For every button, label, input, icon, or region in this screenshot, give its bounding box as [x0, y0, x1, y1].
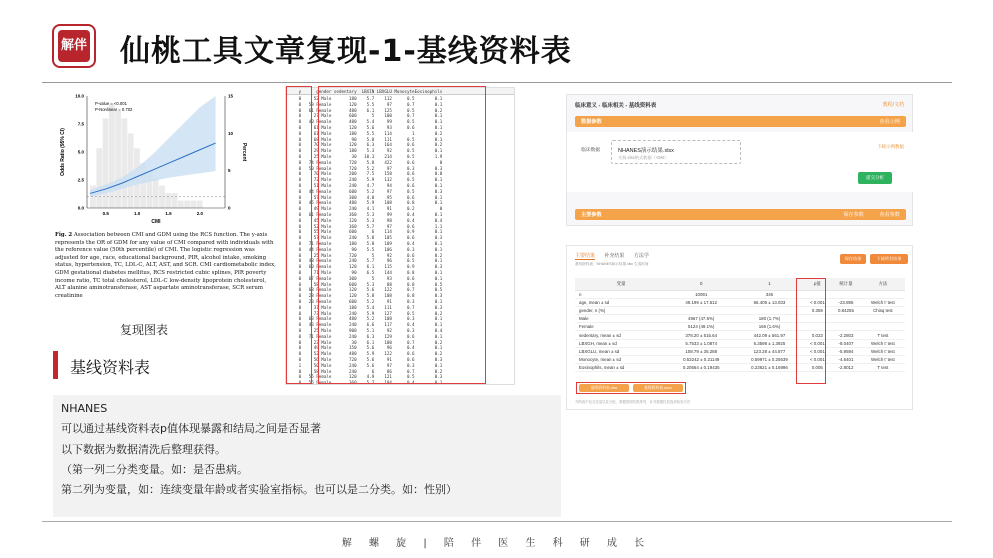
data-sheet-row: 0 48 Female 240 5.7 96 0.5 0.1	[286, 258, 443, 264]
data-sheet-row: 0 25 Male 30 10.3 214 0.5 1.9	[286, 154, 443, 159]
figure-caption	[55, 232, 277, 300]
download-all-button[interactable]: 下载所有结果	[870, 254, 908, 264]
data-sheet-row: 0 51 Male 240 4.7 94 0.6 0.1	[286, 183, 443, 188]
data-sheet-row: 0 61 Male 180 5.5 114 1 0.2	[286, 130, 443, 136]
histogram-bar	[197, 201, 203, 208]
table-cell: 0.20664 ± 0.19435	[667, 364, 735, 372]
table-cell: < 0.001	[804, 339, 832, 347]
table-cell	[861, 290, 905, 298]
y-tick-label: 7.5	[77, 121, 84, 127]
data-sheet-row: 0 45 Female 480 5.9 108 0.8 0.1	[286, 200, 443, 206]
upload-body	[567, 132, 914, 192]
view-example-link[interactable]: 查看示例	[879, 119, 900, 125]
table-cell: sedentary, mean ± sd	[575, 331, 667, 339]
histogram-bar	[115, 111, 121, 208]
upload-panel	[566, 94, 913, 226]
file-name: NHANES演示结果.xlsx	[618, 148, 674, 154]
table-row	[575, 339, 905, 347]
y-tick-label: 5.0	[77, 149, 84, 155]
note-line: 以下数据为数据清洗后整理获得。	[61, 442, 226, 456]
logo-text: 解伴	[58, 30, 90, 62]
data-sheet-row: 0 61 Female 480 6.1 125 0.5 0.2	[286, 107, 443, 113]
table-cell: 6.3598 ± 1.3925	[735, 339, 803, 347]
x-tick-label: 0.5	[102, 211, 109, 216]
table-cell: 108.79 ± 35.288	[667, 347, 735, 355]
note-line: （第一列二分类变量。如：是否患病。	[61, 462, 248, 476]
data-sheet-row: 0 71 Female 240 6.3 129 0.6 0.1	[286, 333, 443, 339]
data-sheet-row: 0 44 Female 90 5.5 106 0.3 0.1	[286, 246, 443, 252]
upload-panel-title: 临床意义 - 临床相关 - 基线资料表	[575, 103, 657, 109]
table-cell: 0.84255	[831, 306, 861, 314]
section-title: 基线资料表	[70, 358, 151, 377]
results-tabs	[575, 252, 657, 259]
table-cell: -23.895	[831, 298, 861, 306]
note-line: NHANES	[61, 402, 108, 415]
data-sheet-row: 0 71 Male 90 6.5 144 0.8 0.1	[286, 270, 443, 275]
table-cell: 346	[735, 290, 803, 298]
data-sheet-row: 0 70 Male 120 6.3 164 0.6 0.2	[286, 142, 443, 148]
data-sheet-row: 0 37 Male 180 5.4 111 0.7 0.3	[286, 304, 443, 310]
data-sheet-row: 0 59 Female 120 5.5 97 0.7 0.1	[286, 101, 443, 107]
data-sheet-row: 0 58 Male 600 5.3 88 0.8 0.5	[286, 281, 443, 287]
help-link[interactable]: 教程/文档	[882, 102, 904, 108]
slide-header	[0, 0, 993, 86]
histogram-bar	[109, 103, 115, 208]
table-cell	[831, 315, 861, 323]
table-cell: Welch t' test	[861, 339, 905, 347]
data-sheet-row: 0 68 Female 120 5.6 122 0.7 0.5	[286, 287, 443, 293]
histogram-bar	[165, 193, 171, 208]
view-params-link[interactable]: 查看参数	[879, 212, 900, 218]
data-sheet-row: 0 70 Male 200 7.5 158 0.6 0.8	[286, 171, 443, 177]
data-sheet-row: 0 45 Male 120 5.3 98 0.4 0.4	[286, 217, 443, 223]
caption-text: Association between CMI and GDM using the RCS function. The y-axis represents the OR of GDM for any value of CMI compared with individuals with the reference value (50th percentile) of CMI. The logistic regression was adjusted for age, race, educational background, PIR, alcohol intake, smoking status, hypertension, TC, LDL-C, ALT, AST, and SCR. CMI cardiometabolic index, GDM gestational diabetes mellitus, RCS restricted cubic splines, PIR poverty income ratio, TC total cholesterol, LDL-C low-density lipoprotein cholesterol, ALT alanine aminotransferase, AST aspartate aminotransferase, SCR serum creatinine	[55, 232, 276, 299]
y2-tick-label: 5	[228, 168, 231, 174]
baseline-table-header	[575, 278, 905, 290]
y-tick-label: 0.0	[77, 205, 84, 211]
table-cell: 49.199 ± 17.512	[667, 298, 735, 306]
data-sheet-row: 0 57 Male 240 5.8 105 0.6 0.3	[286, 235, 443, 241]
table-cell: T test	[861, 364, 905, 372]
data-sheet-row: 0 71 Female 180 5.8 109 0.4 0.1	[286, 241, 443, 246]
data-sheet-row: 0 61 Female 360 5.3 99 0.4 0.1	[286, 212, 443, 217]
figure-label: 复现图表	[120, 323, 169, 337]
table-header-cell: 方法	[861, 278, 905, 290]
table-row	[575, 290, 905, 298]
bottom-divider	[42, 521, 952, 522]
file-dropzone[interactable]	[611, 140, 741, 164]
download-example-link[interactable]: 下载示例数据	[877, 144, 904, 149]
y2-axis-label: Percent	[241, 142, 247, 162]
p-value-nonlinear: P-Nonlinear = 0.702	[95, 107, 133, 112]
table-row	[575, 298, 905, 306]
table-cell: < 0.001	[804, 356, 832, 364]
table-cell: 5124 (49.1%)	[667, 323, 735, 331]
data-sheet-row: 0 55 Female 120 4.9 121 0.5 0.3	[286, 374, 443, 380]
data-sheet-row: 0 44 Female 600 5.2 97 0.5 0.3	[286, 188, 443, 194]
x-tick-label: 1.0	[134, 211, 141, 216]
results-footnote: 共纳表中包含变量以及分组，数据按照结果排列，针对数据性质选择检验方法	[575, 400, 691, 404]
data-sheet-row: 0 23 Female 600 5.2 91 0.3 0.1	[286, 299, 443, 304]
data-sheet-row: 1 50 Male 240 5.6 97 0.3 0.1	[286, 362, 443, 368]
table-cell: 0.005	[804, 364, 832, 372]
x-axis-label: CMI	[151, 219, 161, 225]
table-cell: 166 (1.6%)	[735, 323, 803, 331]
table-cell: 10091	[667, 290, 735, 298]
outcome-column-highlight	[286, 86, 312, 384]
data-sheet-header-row: y gender sedentary LBXIN LBXGLU MonocyteEosinophils	[286, 89, 443, 94]
data-sheet-row: 0 56 Female 360 5.7 104 0.4 0.1	[286, 380, 443, 385]
table-cell: 442.09 ± 561.97	[735, 331, 803, 339]
data-sheet-row: 0 25 Male 900 5.1 92 0.3 0.4	[286, 328, 443, 333]
data-sheet-row: 0 40 Female 480 5.4 99 0.5 0.1	[286, 119, 443, 125]
data-params-bar[interactable]	[575, 116, 906, 127]
table-header-cell: 统计量	[831, 278, 861, 290]
table-cell: 378.20 ± 516.64	[667, 331, 735, 339]
table-cell: age, mean ± sd	[575, 298, 667, 306]
table-cell	[861, 315, 905, 323]
clinical-data-label: 临床数据	[581, 148, 601, 153]
baseline-table	[575, 278, 905, 372]
y-tick-label: 2.5	[77, 177, 84, 183]
p-value-highlight	[796, 278, 826, 384]
tab-methods[interactable]: 方法学	[633, 253, 649, 259]
table-cell: Chisq test	[861, 306, 905, 314]
table-cell: -2.2803	[831, 331, 861, 339]
data-sheet-row: 0 25 Male 720 5 92 0.6 0.2	[286, 252, 443, 258]
data-sheet-row: 0 58 Male 240 6 86 0.7 0.2	[286, 368, 443, 374]
data-sheet-row: 0 52 Male 180 5.7 112 0.5 0.1	[286, 96, 443, 101]
main-params-bar[interactable]	[575, 209, 906, 220]
slide-title: 仙桃工具文章复现-1-基线资料表	[120, 34, 572, 69]
note-line: 第二列为变量，如：连续变量年龄或者实验室指标。也可以是二分类。如：性别）	[61, 483, 457, 497]
save-params-link[interactable]: 保存参数	[843, 212, 864, 218]
table-cell: Male	[575, 315, 667, 323]
table-cell: 0.359	[804, 306, 832, 314]
histogram-bar	[184, 201, 190, 208]
data-sheet-row: 0 60 Female 120 6.1 115 0.9 0.3	[286, 264, 443, 270]
data-sheet-row: 0 27 Male 600 5 100 0.7 0.1	[286, 113, 443, 119]
table-cell: -5.9594	[831, 347, 861, 355]
save-results-button[interactable]: 保存结果	[840, 254, 866, 264]
results-subtitle: 基线资料表：NHANES演示结果.xlsx 生成时间	[575, 262, 649, 266]
table-cell	[831, 323, 861, 331]
rcs-chart	[55, 90, 277, 230]
table-cell	[667, 306, 735, 314]
file-hint: 支持.xlsx格式数据（<5M）	[618, 155, 669, 160]
table-header-cell: 0	[667, 278, 735, 290]
table-cell	[735, 306, 803, 314]
table-header-cell: 1	[735, 278, 803, 290]
table-row	[575, 347, 905, 355]
data-sheet-row: 0 55 Male 600 6 114 0.9 0.1	[286, 229, 443, 235]
table-cell: < 0.001	[804, 347, 832, 355]
table-cell: 4967 (47.6%)	[667, 315, 735, 323]
p-value-overall: P-value = <0.001	[95, 101, 127, 106]
y2-tick-label: 15	[228, 93, 234, 99]
table-cell: 0.023	[804, 331, 832, 339]
table-cell: Eosinophils, mean ± sd	[575, 364, 667, 372]
table-row	[575, 315, 905, 323]
histogram-bar	[191, 201, 197, 208]
notes-block	[53, 395, 561, 517]
histogram-bar	[178, 201, 184, 208]
logo	[52, 24, 96, 68]
data-sheet-row: 0 49 Male 150 5.6 96 0.4 0.1	[286, 345, 443, 351]
table-row	[575, 356, 905, 364]
histogram-bar	[96, 148, 102, 208]
table-cell: Monocyte, mean ± sd	[575, 356, 667, 364]
table-cell: 180 (1.7%)	[735, 315, 803, 323]
data-sheet-row: 0 63 Female 480 5.2 108 0.3 0.1	[286, 316, 443, 322]
footer-text: 解 螺 旋 | 陪 伴 医 生 科 研 成 长	[341, 538, 652, 549]
table-cell: n	[575, 290, 667, 298]
table-cell: < 0.001	[804, 298, 832, 306]
table-row	[575, 323, 905, 331]
data-sheet-row: 0 61 Male 120 5.6 93 0.6 0.1	[286, 125, 443, 130]
table-cell: -2.8012	[831, 364, 861, 372]
table-cell: -8.0407	[831, 339, 861, 347]
results-panel	[566, 245, 913, 410]
table-cell: 0.59971 ± 0.25639	[735, 356, 803, 364]
table-cell: Welch t' test	[861, 347, 905, 355]
histogram-bar	[153, 178, 159, 208]
download-docx-button[interactable]: 基线资料表.docx	[633, 384, 683, 392]
y-tick-label: 10.0	[75, 93, 84, 99]
download-xlsx-button[interactable]: 基线资料表.xlsx	[579, 384, 629, 392]
y2-tick-label: 0	[228, 205, 231, 211]
caption-label: Fig. 2	[55, 232, 73, 238]
data-sheet-row: 0 52 Male 480 5.9 122 0.6 0.2	[286, 351, 443, 357]
table-cell: 0.23621 ± 0.16996	[735, 364, 803, 372]
table-cell: -4.6401	[831, 356, 861, 364]
data-sheet-row: 0 57 Male 300 4.8 95 0.6 0.1	[286, 194, 443, 200]
x-tick-label: 2.0	[196, 211, 204, 216]
data-sheet-row: 0 50 Female 720 5.2 97 0.3 0.3	[286, 165, 443, 171]
main-params-label: 主要参数	[581, 212, 602, 218]
data-sheet-row: 0 67 Female 300 5 93 0.6 0.1	[286, 275, 443, 281]
table-row	[575, 331, 905, 339]
data-sheet-row: 0 28 Female 120 5.8 108 0.8 0.3	[286, 293, 443, 299]
variables-column-highlight	[318, 86, 486, 384]
x-tick-label: 1.5	[165, 211, 172, 216]
data-sheet-row: 0 56 Male 720 5.6 91 0.6 0.3	[286, 357, 443, 362]
data-sheet-row: 0 43 Female 240 6.6 117 0.4 0.1	[286, 322, 443, 328]
tab-supplement[interactable]: 补充结果	[604, 253, 625, 259]
histogram-bar	[103, 118, 109, 208]
tab-main-results[interactable]: 主要结果	[575, 253, 596, 259]
table-cell	[831, 290, 861, 298]
data-sheet-row: 0 68 Male 90 5.8 111 0.5 0.1	[286, 136, 443, 142]
table-cell: LBXGLU, mean ± sd	[575, 347, 667, 355]
table-header-cell: 变量	[575, 278, 667, 290]
data-sheet-row: 0 73 Male 240 5.9 127 0.5 0.2	[286, 310, 443, 316]
note-line: 可以通过基线资料表p值体现暴露和结局之间是否显著	[61, 422, 321, 436]
data-sheet-row: 0 72 Male 240 5.9 132 0.5 0.1	[286, 177, 443, 183]
histogram-bar	[172, 193, 178, 208]
table-cell: 123.28 ± 44.877	[735, 347, 803, 355]
y2-tick-label: 10	[228, 130, 234, 136]
submit-button[interactable]: 提交分析	[858, 172, 892, 184]
table-cell: Female	[575, 323, 667, 331]
data-sheet-row: 0 23 Male 30 6.1 100 0.7 0.2	[286, 339, 443, 345]
data-params-label: 数据参数	[581, 119, 602, 125]
table-cell: 5.7533 ± 1.0874	[667, 339, 735, 347]
table-cell	[861, 323, 905, 331]
download-highlight	[576, 382, 686, 394]
table-cell: T test	[861, 331, 905, 339]
table-cell: LBXGH, mean ± sd	[575, 339, 667, 347]
histogram-bar	[122, 118, 128, 208]
table-row	[575, 306, 905, 314]
table-header-cell: p值	[804, 278, 832, 290]
y-axis-label: Odds Ratio (95% CI)	[60, 128, 66, 176]
data-sheet-row: 0 74 Female 720 5.8 422 0.6 0	[286, 159, 443, 165]
table-cell: Welch t' test	[861, 356, 905, 364]
data-sheet-row: 0 49 Male 240 4.1 91 0.2 0	[286, 206, 443, 212]
table-cell: 66.405 ± 13.033	[735, 298, 803, 306]
top-divider	[42, 82, 952, 83]
section-marker	[53, 351, 58, 379]
table-cell: Welch t' test	[861, 298, 905, 306]
data-sheet-row: 0 52 Male 360 5.7 97 0.6 1.1	[286, 223, 443, 229]
data-sheet-row: 0 29 Male 180 5.3 92 0.5 0.1	[286, 148, 443, 154]
table-cell: gender, n (%)	[575, 306, 667, 314]
table-cell: 0.53242 ± 0.21149	[667, 356, 735, 364]
table-row	[575, 364, 905, 372]
